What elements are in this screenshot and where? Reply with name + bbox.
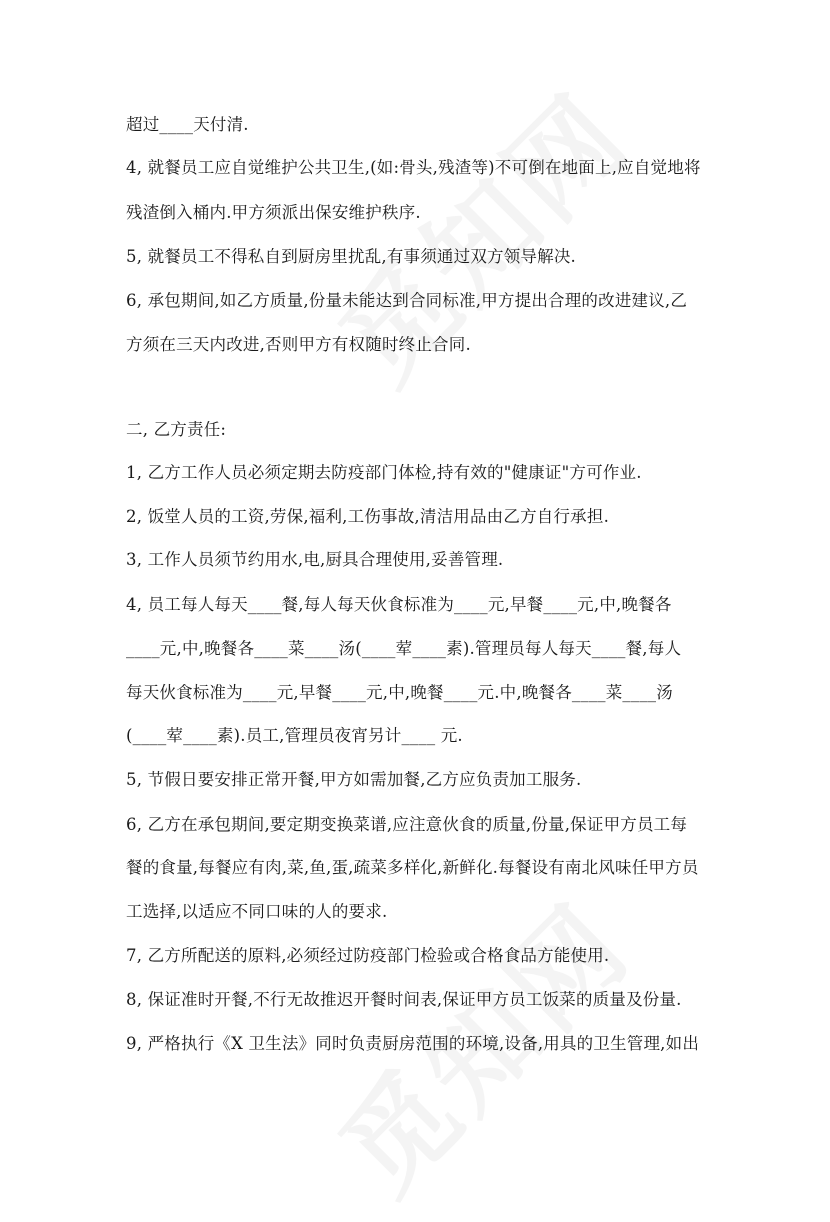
text-line: 4, 就餐员工应自觉维护公共卫生,(如:骨头,残渣等)不可倒在地面上,应自觉地将	[126, 158, 701, 177]
watermark	[300, 54, 658, 412]
text-line: 8, 保证准时开餐,不行无故推迟开餐时间表,保证甲方员工饭菜的质量及份量.	[126, 990, 682, 1009]
text-line: 1, 乙方工作人员必须定期去防疫部门体检,持有效的"健康证"方可作业.	[126, 463, 642, 482]
text-line: 6, 承包期间,如乙方质量,份量未能达到合同标准,甲方提出合理的改进建议,乙	[126, 291, 688, 310]
text-line: 残渣倒入桶内.甲方须派出保安维护秩序.	[126, 203, 421, 222]
section-heading: 二, 乙方责任:	[126, 420, 227, 439]
text-line: 2, 饭堂人员的工资,劳保,福利,工伤事故,清洁用品由乙方自行承担.	[126, 507, 610, 526]
text-line: 每天伙食标准为____元,早餐____元,中,晚餐____元.中,晚餐各____菜____汤	[126, 683, 673, 702]
text-line: ____元,中,晚餐各____菜____汤(____荤____素).管理员每人每天____餐,每人	[126, 639, 682, 658]
text-line: 5, 就餐员工不得私自到厨房里扰乱,有事须通过双方领导解决.	[126, 247, 576, 266]
text-line: 工选择,以适应不同口味的人的要求.	[126, 902, 388, 921]
text-line: 4, 员工每人每天____餐,每人每天伙食标准为____元,早餐____元,中,晚餐各	[126, 595, 672, 614]
text-line: 3, 工作人员须节约用水,电,厨具合理使用,妥善管理.	[126, 550, 504, 569]
text-line: (____荤____素).员工,管理员夜宵另计____ 元.	[126, 726, 463, 745]
text-line: 7, 乙方所配送的原料,必须经过防疫部门检验或合格食品方能使用.	[126, 946, 610, 965]
text-line: 餐的食量,每餐应有肉,菜,鱼,蛋,疏菜多样化,新鲜化.每餐设有南北风味任甲方员	[126, 858, 699, 877]
text-line: 5, 节假日要安排正常开餐,甲方如需加餐,乙方应负责加工服务.	[126, 770, 582, 789]
text-line: 超过____天付清.	[126, 115, 249, 134]
text-line: 6, 乙方在承包期间,要定期变换菜谱,应注意伙食的质量,份量,保证甲方员工每	[126, 815, 688, 834]
text-line: 9, 严格执行《X 卫生法》同时负责厨房范围的环境,设备,用具的卫生管理,如出	[126, 1034, 700, 1053]
text-line: 方须在三天内改进,否则甲方有权随时终止合同.	[126, 335, 471, 354]
